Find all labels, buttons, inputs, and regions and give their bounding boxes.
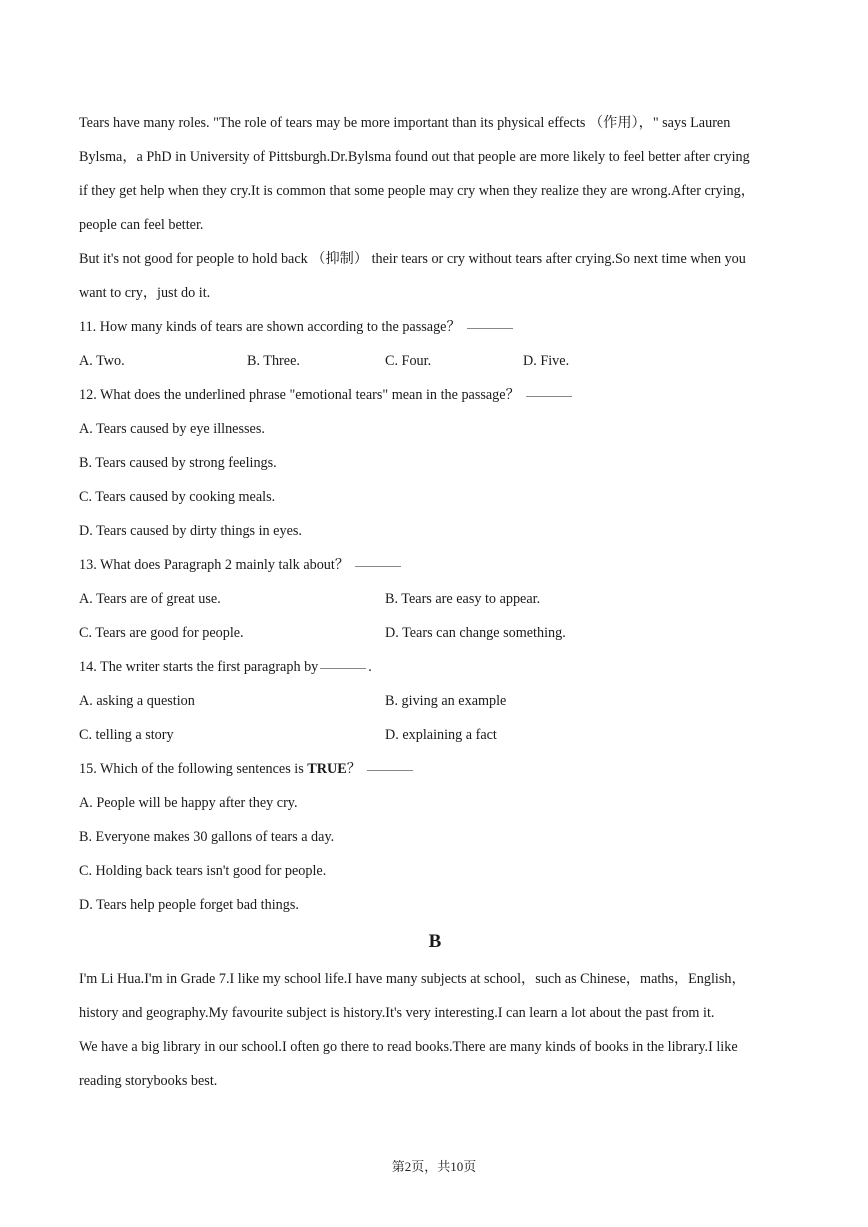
options-row	[79, 344, 791, 378]
option-a[interactable]: A. Tears are of great use.	[79, 591, 221, 607]
page-content	[79, 106, 791, 1098]
option-a[interactable]: A. Tears caused by eye illnesses.	[79, 421, 265, 437]
question-stem	[79, 310, 791, 344]
page-footer	[0, 1156, 868, 1175]
passage-b	[79, 962, 791, 1098]
text-line: We have a big library in our school.I often go there to read books.There are many kinds of books in the library.I like	[79, 1039, 738, 1055]
question-stem	[79, 378, 791, 412]
options-row	[79, 684, 791, 718]
option-d[interactable]: D. Five.	[523, 353, 570, 369]
passage-a-paragraph-2	[79, 242, 791, 310]
text-line: Bylsma，a PhD in University of Pittsburgh.Dr.Bylsma found out that people are more likely to feel better after crying	[79, 149, 750, 165]
question-stem-text: 13. What does Paragraph 2 mainly talk about？	[79, 557, 350, 573]
option-c[interactable]: C. telling a story	[79, 727, 174, 743]
options-row	[79, 718, 791, 752]
text-line: Tears have many roles. "The role of tears may be more important than its physical effects （作用），" says Lauren	[79, 115, 731, 131]
option-d[interactable]: D. Tears can change something.	[385, 625, 566, 641]
question-stem-text: 14. The writer starts the first paragraph by	[79, 659, 319, 675]
option-d[interactable]: D. Tears caused by dirty things in eyes.	[79, 523, 302, 539]
text-line: people can feel better.	[79, 217, 204, 233]
option-a[interactable]: A. People will be happy after they cry.	[79, 795, 298, 811]
answer-blank[interactable]	[526, 395, 572, 397]
text-line: But it's not good for people to hold back （抑制） their tears or cry without tears after crying.So next time when you	[79, 251, 746, 267]
text-line: if they get help when they cry.It is common that some people may cry when they realize they are wrong.After crying，	[79, 183, 755, 199]
question-13	[79, 548, 791, 650]
option-c[interactable]: C. Holding back tears isn't good for people.	[79, 863, 327, 879]
text-line: I'm Li Hua.I'm in Grade 7.I like my school life.I have many subjects at school，such as Chinese，maths，English，	[79, 971, 746, 987]
option-c[interactable]: C. Tears caused by cooking meals.	[79, 489, 276, 505]
passage-a-paragraph-1	[79, 106, 791, 242]
option-b[interactable]: B. Tears caused by strong feelings.	[79, 455, 277, 471]
answer-blank[interactable]	[367, 769, 413, 771]
section-title: B	[428, 931, 442, 952]
question-11	[79, 310, 791, 378]
answer-blank[interactable]	[320, 667, 366, 669]
question-stem-text: 12. What does the underlined phrase "emotional tears" mean in the passage？	[79, 387, 520, 403]
question-15	[79, 752, 791, 922]
option-a[interactable]: A. Two.	[79, 353, 125, 369]
answer-blank[interactable]	[355, 565, 401, 567]
option-b[interactable]: B. Everyone makes 30 gallons of tears a day.	[79, 829, 335, 845]
text-line: reading storybooks best.	[79, 1073, 218, 1089]
option-c[interactable]: C. Tears are good for people.	[79, 625, 244, 641]
question-stem	[79, 650, 791, 684]
option-d[interactable]: D. Tears help people forget bad things.	[79, 897, 299, 913]
option-b[interactable]: B. Three.	[247, 353, 300, 369]
question-12	[79, 378, 791, 548]
text-line: want to cry，just do it.	[79, 285, 211, 301]
question-14	[79, 650, 791, 752]
question-stem	[79, 548, 791, 582]
question-stem-text: 11. How many kinds of tears are shown according to the passage？	[79, 319, 461, 335]
question-stem	[79, 752, 791, 786]
question-stem-end: ？	[346, 761, 361, 777]
option-b[interactable]: B. giving an example	[385, 693, 507, 709]
option-b[interactable]: B. Tears are easy to appear.	[385, 591, 541, 607]
options-row	[79, 582, 791, 616]
question-stem-emphasis: TRUE	[307, 761, 347, 777]
question-stem-end: .	[368, 659, 372, 675]
option-d[interactable]: D. explaining a fact	[385, 727, 497, 743]
option-c[interactable]: C. Four.	[385, 353, 432, 369]
text-line: history and geography.My favourite subject is history.It's very interesting.I can learn a lot about the past from it.	[79, 1005, 715, 1021]
option-a[interactable]: A. asking a question	[79, 693, 195, 709]
page-number: 第2页，共10页	[391, 1159, 477, 1174]
question-stem-text: 15. Which of the following sentences is	[79, 761, 308, 777]
options-row	[79, 616, 791, 650]
answer-blank[interactable]	[467, 327, 513, 329]
